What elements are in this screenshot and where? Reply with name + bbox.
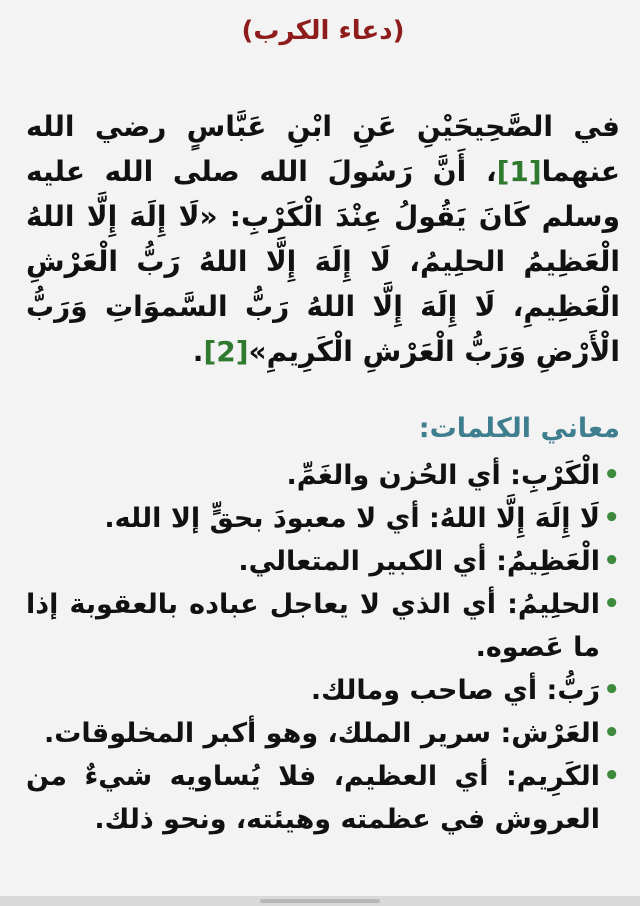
bullet-icon: • [603, 761, 620, 791]
bullet-icon: • [603, 718, 620, 748]
meaning-text: رَبُّ: أي صاحب ومالك. [310, 675, 600, 706]
meaning-text: الكَرِيم: أي العظيم، فلا يُساويه شيءٌ من العروش في عظمته وهيئته، ونحو ذلك. [26, 761, 600, 835]
bullet-icon: • [603, 546, 620, 576]
hadith-text-part-3: . [192, 335, 204, 368]
meaning-item [26, 454, 620, 497]
meanings-list [26, 454, 620, 841]
meaning-text: العَرْش: سرير الملك، وهو أكبر المخلوقات. [44, 718, 600, 749]
bullet-icon: • [603, 589, 620, 619]
footnote-ref-2[interactable]: [2] [203, 335, 249, 368]
meaning-text: الحلِيمُ: أي الذي لا يعاجل عباده بالعقوبة إذا ما عَصوه. [26, 589, 600, 663]
scroll-handle[interactable] [260, 899, 380, 903]
meaning-text: لَا إِلَهَ إِلَّا اللهُ: أي لا معبودَ بحقٍّ إلا الله. [104, 503, 600, 534]
hadith-text-part-2: ، أَنَّ رَسُولَ الله صلى الله عليه وسلم كَانَ يَقُولُ عِنْدَ الْكَرْبِ: «لَا إِلَهَ إِلَّا اللهُ الْعَظِيمُ الحلِيمُ، لَا إِلَهَ إِلَّا اللهُ رَبُّ الْعَرْشِ الْعَظِيمِ، لَا إِلَهَ إِلَّا اللهُ رَبُّ السَّموَاتِ وَرَبُّ الْأَرْضِ وَرَبُّ الْعَرْشِ الْكَرِيمِ» [26, 155, 620, 368]
hadith-paragraph [26, 104, 620, 374]
meaning-item [26, 712, 620, 755]
page-title: (دعاء الكرب) [241, 16, 405, 46]
meaning-item [26, 669, 620, 712]
meaning-item [26, 583, 620, 669]
meaning-text: الْكَرْبِ: أي الحُزن والغَمِّ. [286, 460, 600, 491]
meanings-heading: معاني الكلمات: [418, 413, 620, 444]
bullet-icon: • [603, 675, 620, 705]
bullet-icon: • [603, 460, 620, 490]
footnote-ref-1[interactable]: [1] [496, 155, 542, 188]
meaning-text: الْعَظِيمُ: أي الكبير المتعالي. [238, 546, 600, 577]
meaning-item [26, 755, 620, 841]
meaning-item [26, 540, 620, 583]
bullet-icon: • [603, 503, 620, 533]
bottom-bar [0, 896, 640, 906]
hadith-text-part-1: في الصَّحِيحَيْنِ عَنِ ابْنِ عَبَّاسٍ رضي الله عنهما [26, 110, 620, 188]
meaning-item [26, 497, 620, 540]
